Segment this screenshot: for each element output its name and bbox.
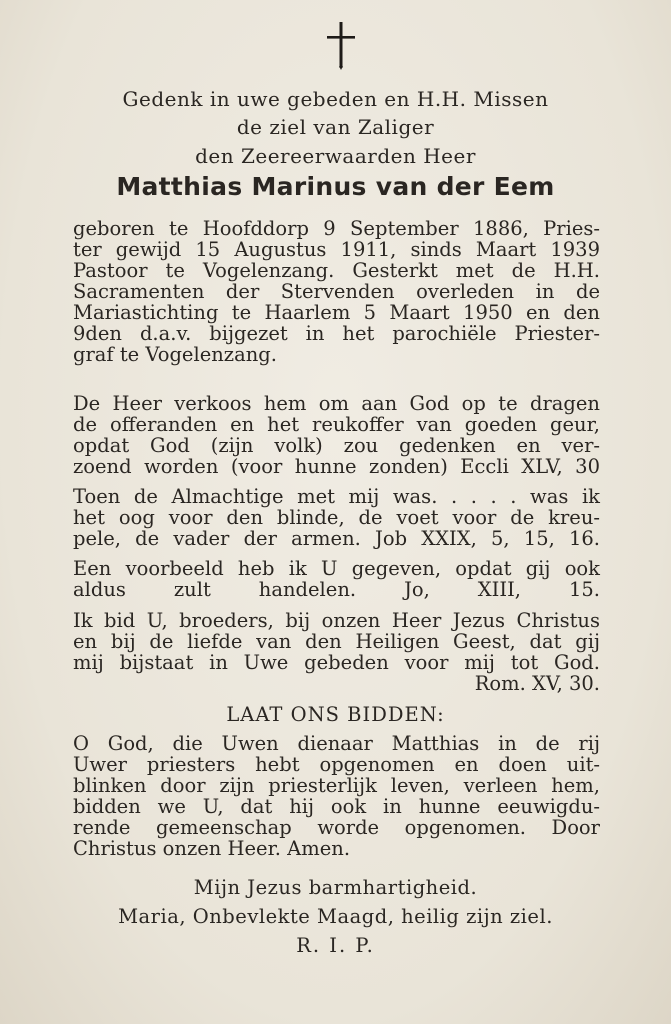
quote-romans: [73, 610, 600, 694]
rip-line: R. I. P.: [296, 934, 375, 957]
biography-line: Pastoor te Vogelenzang. Gesterkt met de H.H.: [73, 259, 600, 282]
quote-reference: Rom. XV, 30.: [474, 672, 600, 695]
biography-line: ter gewijd 15 Augustus 1911, sinds Maart 1939: [73, 238, 600, 261]
header-line-1: Gedenk in uwe gebeden en H.H. Missen: [122, 87, 549, 111]
prayer-line: blinken door zijn priesterlijk leven, verleen hem,: [73, 774, 600, 797]
quote-line: de offeranden en het reukoffer van goeden geur,: [73, 413, 600, 436]
prayer: [73, 733, 600, 859]
prayer-heading: LAAT ONS BIDDEN:: [226, 703, 445, 726]
quote-eccli: [73, 393, 600, 477]
closing-line-1: Mijn Jezus barmhartigheid.: [193, 876, 478, 899]
header-line-3: den Zeereerwaarden Heer: [195, 144, 476, 168]
prayer-line: Christus onzen Heer. Amen.: [73, 837, 351, 860]
biography-line: Mariastichting te Haarlem 5 Maart 1950 en den: [73, 301, 600, 324]
biography: [73, 218, 600, 365]
quote-line: Toen de Almachtige met mij was. . . . . was ik: [73, 485, 600, 508]
closing-line-2: Maria, Onbevlekte Maagd, heilig zijn ziel.: [118, 905, 553, 928]
quote-john: [73, 558, 600, 600]
quote-job: [73, 486, 600, 549]
quote-line: en bij de liefde van den Heiligen Geest, dat gij: [73, 630, 600, 653]
quote-line: opdat God (zijn volk) zou gedenken en ver-: [73, 434, 600, 457]
biography-line: Sacramenten der Stervenden overleden in de: [73, 280, 600, 303]
quote-line: De Heer verkoos hem om aan God op te dragen: [73, 392, 600, 415]
prayer-line: rende gemeenschap worde opgenomen. Door: [73, 816, 600, 839]
biography-line: graf te Vogelenzang.: [73, 343, 277, 366]
prayer-line: Uwer priesters hebt opgenomen en doen uit-: [73, 753, 600, 776]
biography-line: geboren te Hoofddorp 9 September 1886, Pries-: [73, 217, 600, 240]
quote-line: Een voorbeeld heb ik U gegeven, opdat gij ook: [73, 557, 600, 580]
cross-icon: [325, 22, 357, 70]
biography-line: 9den d.a.v. bijgezet in het parochiële Priester-: [73, 322, 600, 345]
quote-line: het oog voor den blinde, de voet voor de kreu-: [73, 506, 600, 529]
header-line-2: de ziel van Zaliger: [236, 115, 435, 139]
prayer-line: O God, die Uwen dienaar Matthias in de rij: [73, 732, 600, 755]
prayer-line: bidden we U, dat hij ook in hunne eeuwigdu-: [73, 795, 600, 818]
quote-line: mij bijstaat in Uwe gebeden voor mij tot God.: [73, 651, 600, 674]
deceased-name: Matthias Marinus van der Eem: [116, 172, 555, 201]
quote-line: zoend worden (voor hunne zonden) Eccli XLV, 30: [73, 455, 600, 478]
quote-line: pele, de vader der armen. Job XXIX, 5, 15, 16.: [73, 527, 600, 550]
quote-line: Ik bid U, broeders, bij onzen Heer Jezus Christus: [73, 609, 600, 632]
quote-line: aldus zult handelen. Jo, XIII, 15.: [73, 578, 600, 601]
